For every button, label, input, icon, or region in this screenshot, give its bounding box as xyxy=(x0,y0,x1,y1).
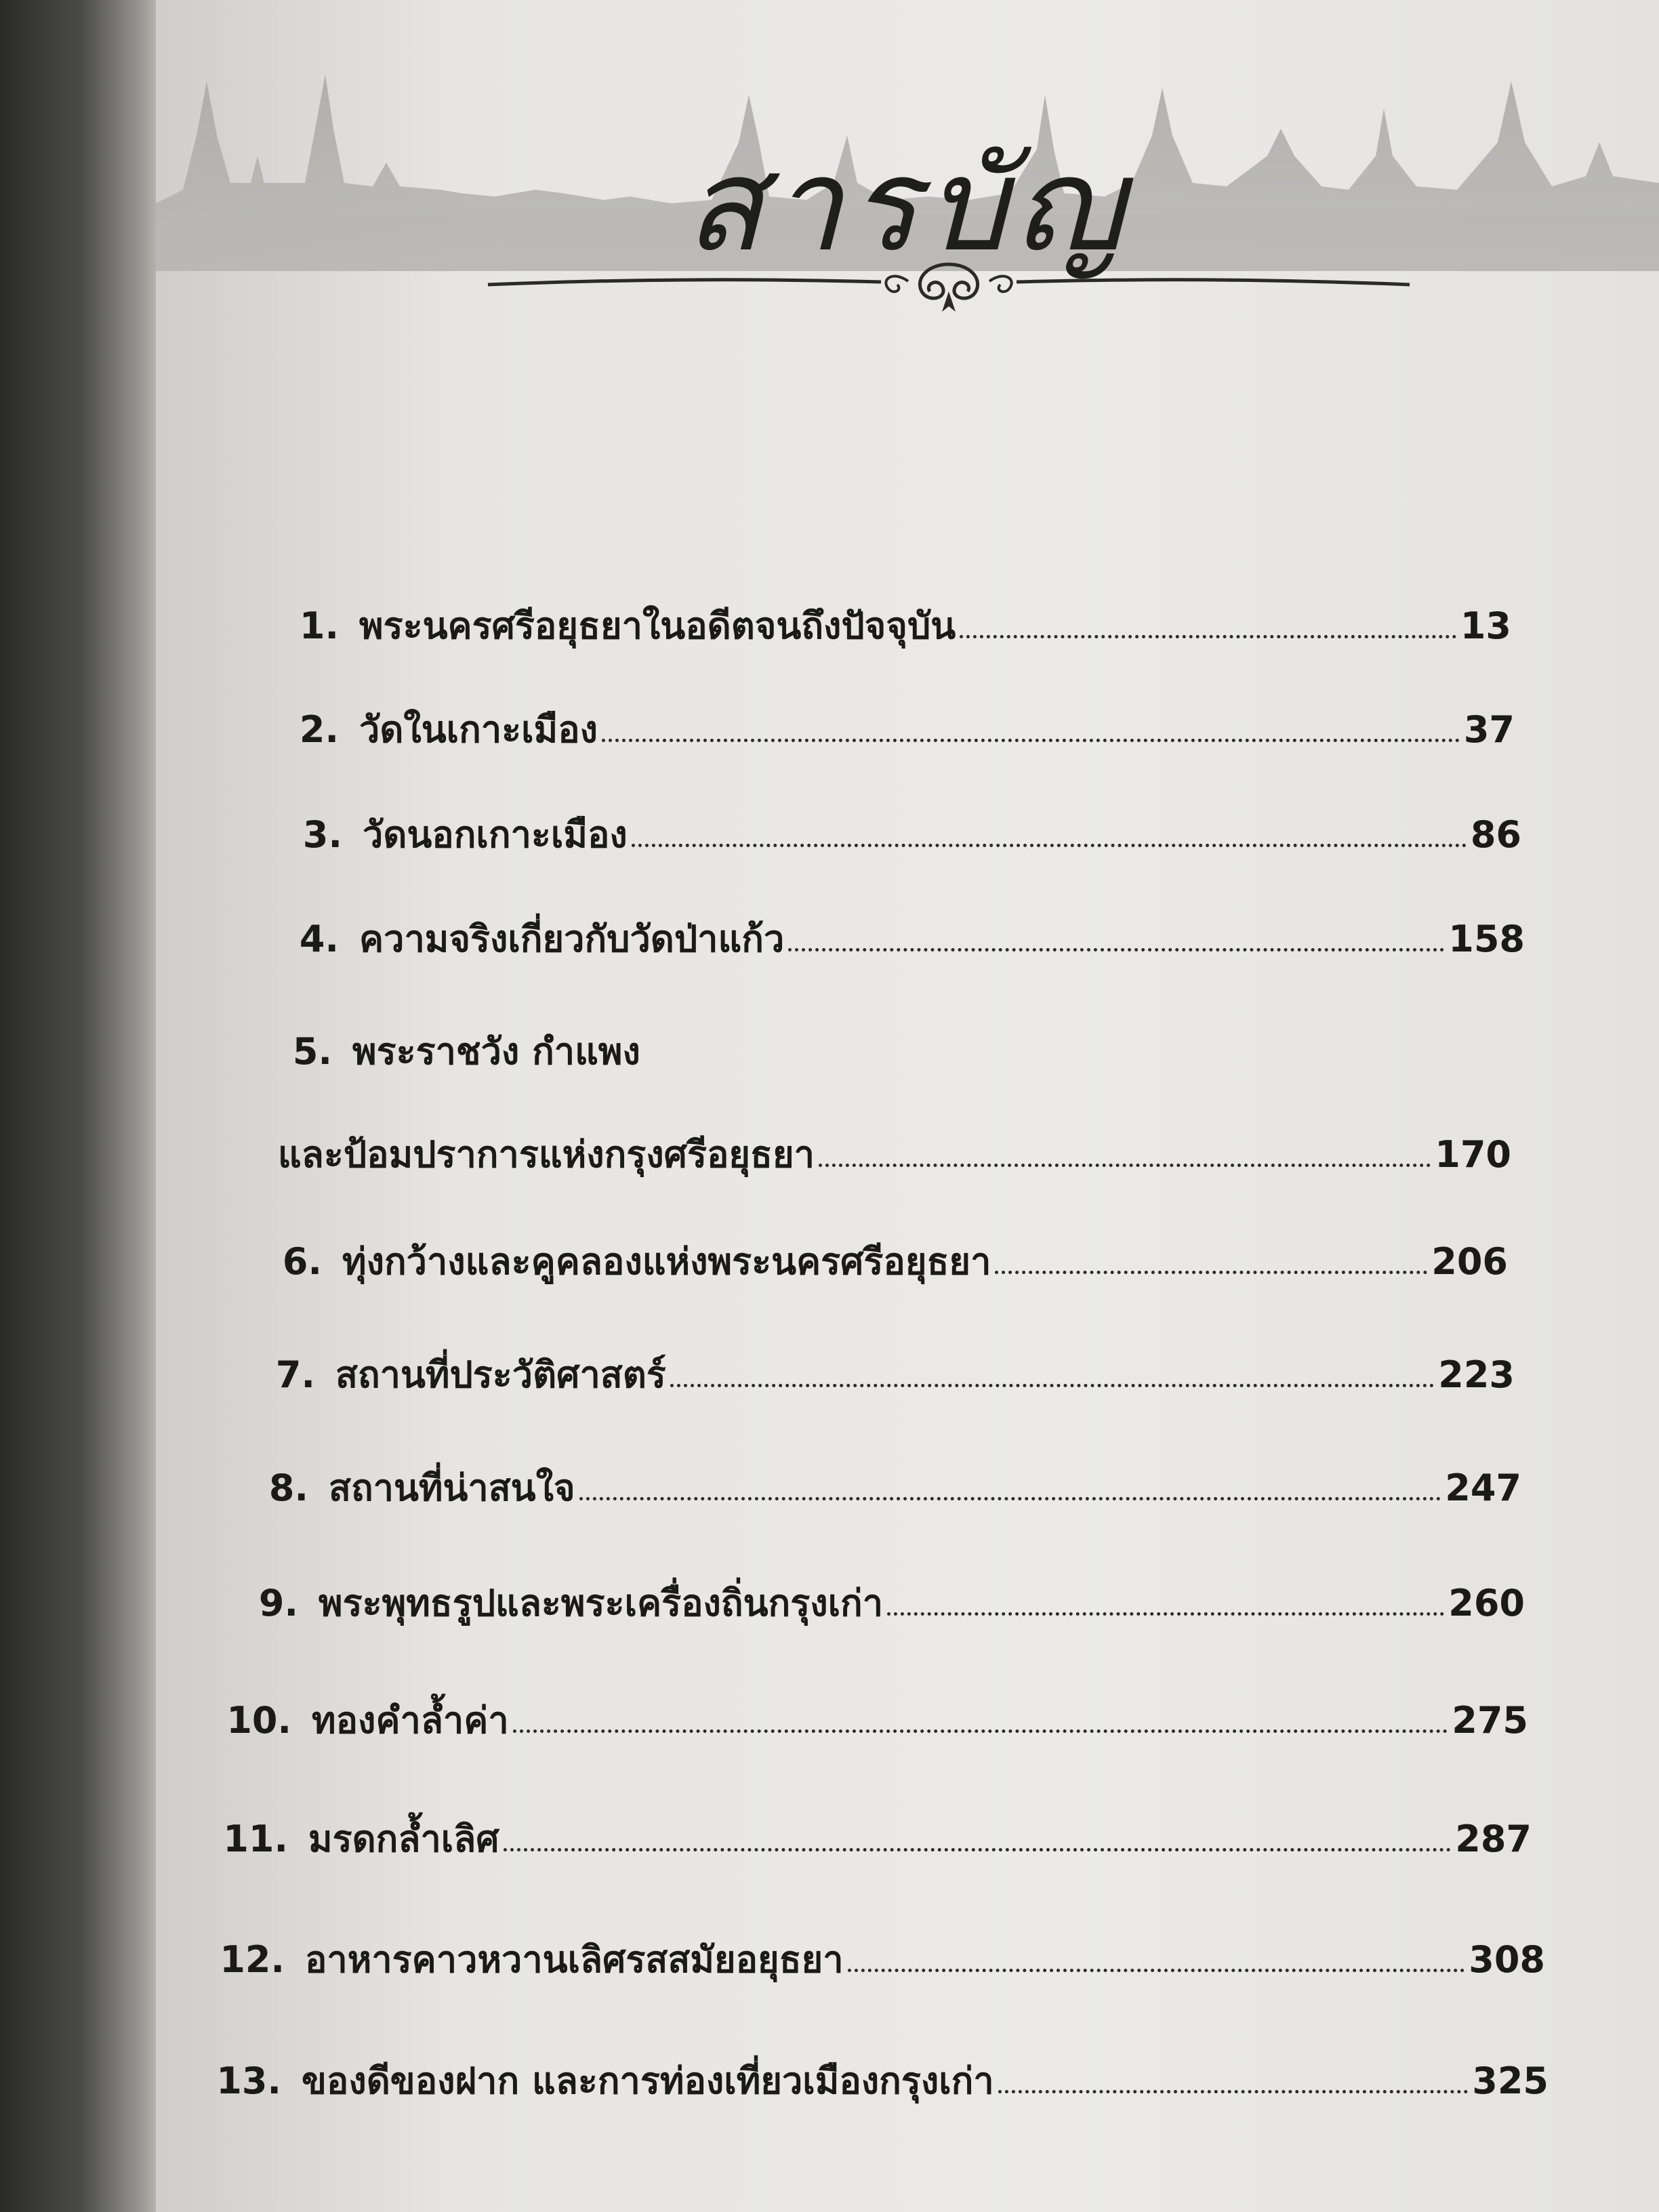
toc-page-number: 308 xyxy=(1469,1938,1545,1981)
leader-dots xyxy=(513,1729,1448,1733)
toc-entry[interactable] xyxy=(224,909,1525,968)
toc-number: 8. xyxy=(268,1467,308,1509)
leader-dots xyxy=(788,947,1444,951)
toc-number: 2. xyxy=(299,708,339,751)
toc-title: ของดีของฝาก และการท่องเที่ยวเมืองกรุงเก่า xyxy=(302,2060,994,2102)
toc-title: สถานที่น่าสนใจ xyxy=(329,1467,575,1509)
toc-number: 7. xyxy=(275,1353,315,1396)
toc-entry[interactable] xyxy=(183,1574,1525,1632)
leader-dots xyxy=(632,843,1467,847)
toc-entry[interactable] xyxy=(193,1458,1521,1517)
toc-entry[interactable] xyxy=(173,1809,1532,1868)
book-gutter-shadow xyxy=(0,0,176,2212)
toc-number: 9. xyxy=(258,1582,298,1624)
toc-page-number: 13 xyxy=(1460,605,1511,647)
toc-number: 10. xyxy=(226,1699,291,1742)
toc-entry[interactable] xyxy=(166,2051,1549,2110)
toc-page-number: 37 xyxy=(1463,708,1515,751)
leader-dots xyxy=(670,1383,1434,1387)
toc-page-number: 275 xyxy=(1452,1699,1528,1742)
leader-dots xyxy=(819,1163,1431,1167)
leader-dots xyxy=(998,2089,1469,2093)
toc-title: สถานที่ประวัติศาสตร์ xyxy=(335,1353,666,1396)
toc-entry[interactable] xyxy=(224,700,1515,758)
toc-entry[interactable] xyxy=(207,1232,1508,1290)
toc-entry-continuation[interactable] xyxy=(278,1125,1511,1183)
toc-number: 12. xyxy=(220,1938,285,1981)
toc-number: 6. xyxy=(282,1240,322,1283)
toc-number: 3. xyxy=(302,813,342,856)
leader-dots xyxy=(960,634,1456,638)
toc-title: วัดในเกาะเมือง xyxy=(359,708,598,751)
toc-entry[interactable] xyxy=(176,1691,1528,1749)
toc-page-number: 158 xyxy=(1448,918,1525,960)
toc-page-number: 206 xyxy=(1431,1240,1508,1283)
toc-number: 13. xyxy=(216,2060,281,2102)
leader-dots xyxy=(995,1270,1427,1274)
toc-number: 1. xyxy=(299,605,339,647)
toc-title: พระราชวัง กำแพง xyxy=(352,1030,640,1073)
toc-entry[interactable] xyxy=(217,1022,895,1080)
toc-page-number: 260 xyxy=(1448,1582,1525,1624)
toc-title: ความจริงเกี่ยวกับวัดป่าแก้ว xyxy=(359,918,785,960)
toc-entry[interactable] xyxy=(227,805,1521,863)
toc-page-number: 223 xyxy=(1438,1353,1515,1396)
toc-page-number: 86 xyxy=(1470,813,1521,856)
toc-page-number: 170 xyxy=(1435,1133,1511,1176)
toc-page-number: 287 xyxy=(1455,1818,1532,1860)
leader-dots xyxy=(848,1968,1465,1972)
toc-page-number: 325 xyxy=(1472,2060,1549,2102)
toc-entry[interactable] xyxy=(200,1345,1515,1404)
leader-dots xyxy=(579,1496,1441,1500)
toc-number: 4. xyxy=(299,918,339,960)
toc-title: ทุ่งกว้างและคูคลองแห่งพระนครศรีอยุธยา xyxy=(342,1240,991,1283)
leader-dots xyxy=(602,738,1460,742)
leader-dots xyxy=(887,1612,1444,1616)
table-of-contents xyxy=(156,0,1659,2212)
toc-title: และป้อมปราการแห่งกรุงศรีอยุธยา xyxy=(278,1133,815,1176)
page-title: สารบัญ xyxy=(684,130,1130,280)
toc-number: 11. xyxy=(223,1818,288,1860)
toc-number: 5. xyxy=(292,1030,332,1073)
toc-entry[interactable] xyxy=(169,1930,1545,1988)
toc-title: ทองคำล้ำค่า xyxy=(312,1699,509,1742)
toc-title: พระนครศรีอยุธยาในอดีตจนถึงปัจจุบัน xyxy=(359,605,956,647)
toc-entry[interactable] xyxy=(224,596,1511,655)
toc-page xyxy=(156,0,1659,2212)
toc-title: พระพุทธรูปและพระเครื่องถิ่นกรุงเก่า xyxy=(319,1582,884,1624)
toc-title: มรดกล้ำเลิศ xyxy=(308,1818,499,1860)
leader-dots xyxy=(504,1847,1452,1851)
toc-title: อาหารคาวหวานเลิศรสสมัยอยุธยา xyxy=(305,1938,844,1981)
toc-title: วัดนอกเกาะเมือง xyxy=(363,813,628,856)
toc-page-number: 247 xyxy=(1445,1467,1521,1509)
